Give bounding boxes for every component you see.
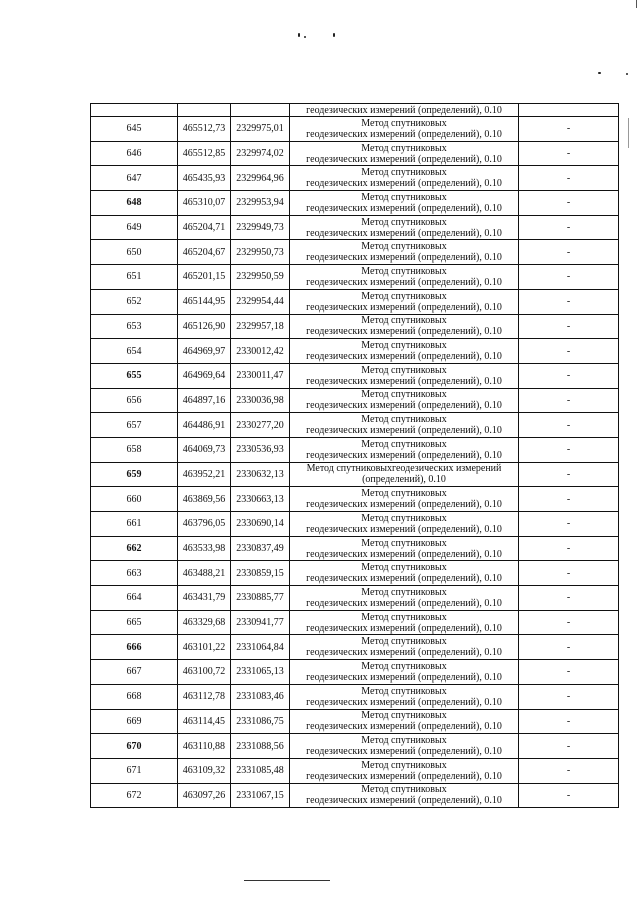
method-cell	[290, 240, 519, 265]
method-cell: геодезических измерений (определений), 0.10	[290, 104, 519, 117]
x-coordinate-cell: 463431,79	[178, 586, 231, 611]
method-line-1: Метод спутниковых	[361, 290, 447, 302]
x-coordinate-cell: 463100,72	[178, 660, 231, 685]
scan-speck	[598, 72, 601, 74]
method-line-2: геодезических измерений (определений), 0.10	[306, 523, 502, 535]
method-line-1: Метод спутниковых	[361, 340, 447, 352]
table-row	[91, 339, 619, 364]
point-number-cell: 648	[91, 191, 178, 216]
method-cell	[290, 586, 519, 611]
scan-edge	[628, 118, 629, 148]
scan-speck	[333, 33, 335, 37]
x-coordinate-cell: 463109,32	[178, 758, 231, 783]
point-number-cell: 670	[91, 734, 178, 759]
method-cell	[290, 487, 519, 512]
x-coordinate-cell: 464969,64	[178, 363, 231, 388]
error-cell: -	[519, 339, 619, 364]
method-line-2: геодезических измерений (определений), 0.10	[306, 499, 502, 511]
method-line-1: Метод спутниковых	[361, 735, 447, 747]
y-coordinate-cell: 2330536,93	[231, 437, 290, 462]
y-coordinate-cell: 2330277,20	[231, 413, 290, 438]
method-line-2: геодезических измерений (определений), 0.10	[306, 326, 502, 338]
x-coordinate-cell: 463796,05	[178, 512, 231, 537]
method-line-2: геодезических измерений (определений), 0.10	[306, 252, 502, 264]
point-number-cell: 654	[91, 339, 178, 364]
method-line-1: Метод спутниковых	[361, 389, 447, 401]
table-row	[91, 536, 619, 561]
method-line-1: Метод спутниковых	[361, 167, 447, 179]
x-coordinate-cell: 464897,16	[178, 388, 231, 413]
y-coordinate-cell: 2331067,15	[231, 783, 290, 808]
method-line-1: Метод спутниковых	[361, 241, 447, 253]
y-coordinate-cell: 2330011,47	[231, 363, 290, 388]
method-line-1: Метод спутниковых	[361, 759, 447, 771]
point-number-cell	[91, 104, 178, 117]
method-cell	[290, 289, 519, 314]
table-row	[91, 487, 619, 512]
method-line-2: геодезических измерений (определений), 0.10	[306, 153, 502, 165]
error-cell: -	[519, 758, 619, 783]
table-row	[91, 117, 619, 142]
x-coordinate-cell: 464486,91	[178, 413, 231, 438]
method-cell	[290, 413, 519, 438]
y-coordinate-cell: 2329953,94	[231, 191, 290, 216]
y-coordinate-cell: 2330885,77	[231, 586, 290, 611]
y-coordinate-cell: 2329954,44	[231, 289, 290, 314]
x-coordinate-cell: 465512,85	[178, 141, 231, 166]
y-coordinate-cell: 2330036,98	[231, 388, 290, 413]
method-line-2: геодезических измерений (определений), 0.10	[306, 795, 502, 807]
y-coordinate-cell: 2329957,18	[231, 314, 290, 339]
error-cell: -	[519, 512, 619, 537]
y-coordinate-cell: 2329964,96	[231, 166, 290, 191]
table-row	[91, 141, 619, 166]
error-cell: -	[519, 536, 619, 561]
method-cell	[290, 561, 519, 586]
method-cell	[290, 734, 519, 759]
error-cell: -	[519, 783, 619, 808]
y-coordinate-cell: 2330632,13	[231, 462, 290, 487]
method-cell	[290, 215, 519, 240]
method-line-2: геодезических измерений (определений), 0.10	[306, 746, 502, 758]
method-line-2: геодезических измерений (определений), 0.10	[306, 227, 502, 239]
error-cell: -	[519, 709, 619, 734]
point-number-cell: 672	[91, 783, 178, 808]
error-cell: -	[519, 561, 619, 586]
method-line-2: геодезических измерений (определений), 0.10	[306, 449, 502, 461]
method-line-2: геодезических измерений (определений), 0.10	[306, 400, 502, 412]
x-coordinate-cell: 463329,68	[178, 610, 231, 635]
error-cell: -	[519, 265, 619, 290]
point-number-cell: 653	[91, 314, 178, 339]
point-number-cell: 661	[91, 512, 178, 537]
y-coordinate-cell: 2330859,15	[231, 561, 290, 586]
x-coordinate-cell: 464969,97	[178, 339, 231, 364]
error-cell: -	[519, 586, 619, 611]
error-cell: -	[519, 734, 619, 759]
method-line-2: геодезических измерений (определений), 0.10	[306, 671, 502, 683]
method-line-2: геодезических измерений (определений), 0.10	[306, 548, 502, 560]
method-line-1: Метод спутниковых	[361, 660, 447, 672]
y-coordinate-cell: 2329950,73	[231, 240, 290, 265]
scan-edge	[636, 0, 637, 8]
method-cell	[290, 191, 519, 216]
method-cell	[290, 709, 519, 734]
table-row	[91, 561, 619, 586]
error-cell: -	[519, 684, 619, 709]
x-coordinate-cell	[178, 104, 231, 117]
method-cell	[290, 314, 519, 339]
method-line-1: Метод спутниковых	[361, 537, 447, 549]
method-line-1: Метод спутниковых	[361, 117, 447, 129]
table-row-continuation	[91, 104, 619, 117]
method-line-1: Метод спутниковых	[361, 438, 447, 450]
table-row	[91, 215, 619, 240]
error-cell: -	[519, 215, 619, 240]
x-coordinate-cell: 463869,56	[178, 487, 231, 512]
method-line-1: Метод спутниковых	[361, 512, 447, 524]
error-cell: -	[519, 660, 619, 685]
error-cell: -	[519, 413, 619, 438]
method-line-1: Метод спутниковых	[361, 685, 447, 697]
y-coordinate-cell: 2331065,13	[231, 660, 290, 685]
method-line-2: геодезических измерений (определений), 0.10	[306, 375, 502, 387]
table-row	[91, 363, 619, 388]
method-line-2: геодезических измерений (определений), 0.10	[306, 770, 502, 782]
method-line-1: Метод спутниковых	[361, 488, 447, 500]
footer-rule	[244, 880, 330, 881]
method-cell	[290, 783, 519, 808]
method-cell	[290, 117, 519, 142]
method-line-2: геодезических измерений (определений), 0.10	[306, 696, 502, 708]
point-number-cell: 663	[91, 561, 178, 586]
x-coordinate-cell: 465126,90	[178, 314, 231, 339]
table-row	[91, 709, 619, 734]
y-coordinate-cell: 2330837,49	[231, 536, 290, 561]
method-line-1: Метод спутниковых	[361, 142, 447, 154]
table-row	[91, 462, 619, 487]
method-line-2: геодезических измерений (определений), 0.10	[306, 573, 502, 585]
point-number-cell: 658	[91, 437, 178, 462]
x-coordinate-cell: 465144,95	[178, 289, 231, 314]
y-coordinate-cell: 2330941,77	[231, 610, 290, 635]
point-number-cell: 651	[91, 265, 178, 290]
method-line-2: геодезических измерений (определений), 0.10	[306, 351, 502, 363]
error-cell: -	[519, 166, 619, 191]
error-cell: -	[519, 462, 619, 487]
point-number-cell: 652	[91, 289, 178, 314]
x-coordinate-cell: 463112,78	[178, 684, 231, 709]
method-cell	[290, 512, 519, 537]
point-number-cell: 668	[91, 684, 178, 709]
method-line-1: Метод спутниковых	[361, 191, 447, 203]
error-cell: -	[519, 240, 619, 265]
error-cell: -	[519, 141, 619, 166]
scan-speck	[304, 36, 306, 38]
error-cell: -	[519, 289, 619, 314]
point-number-cell: 659	[91, 462, 178, 487]
point-number-cell: 665	[91, 610, 178, 635]
x-coordinate-cell: 465204,71	[178, 215, 231, 240]
x-coordinate-cell: 463097,26	[178, 783, 231, 808]
table-row	[91, 684, 619, 709]
table-row	[91, 783, 619, 808]
method-line-2: геодезических измерений (определений), 0.10	[306, 647, 502, 659]
x-coordinate-cell: 464069,73	[178, 437, 231, 462]
error-cell: -	[519, 635, 619, 660]
error-cell: -	[519, 314, 619, 339]
x-coordinate-cell: 465512,73	[178, 117, 231, 142]
method-line-1: Метод спутниковых	[361, 636, 447, 648]
method-line-2: геодезических измерений (определений), 0.10	[306, 128, 502, 140]
y-coordinate-cell: 2331083,46	[231, 684, 290, 709]
method-line-2: (определений), 0.10	[362, 474, 446, 486]
table-row	[91, 289, 619, 314]
table-row	[91, 166, 619, 191]
x-coordinate-cell: 463533,98	[178, 536, 231, 561]
y-coordinate-cell: 2329975,01	[231, 117, 290, 142]
point-number-cell: 664	[91, 586, 178, 611]
table-row	[91, 314, 619, 339]
method-cell	[290, 536, 519, 561]
method-cell	[290, 758, 519, 783]
method-line-2: геодезических измерений (определений), 0.10	[306, 622, 502, 634]
y-coordinate-cell: 2329950,59	[231, 265, 290, 290]
y-coordinate-cell: 2331088,56	[231, 734, 290, 759]
method-line-2: геодезических измерений (определений), 0.10	[306, 178, 502, 190]
method-line-1: Метод спутниковых	[361, 611, 447, 623]
method-line-1: Метод спутниковых	[361, 414, 447, 426]
y-coordinate-cell: 2331085,48	[231, 758, 290, 783]
method-line-1: Метод спутниковыхгеодезических измерений	[306, 463, 502, 475]
point-number-cell: 649	[91, 215, 178, 240]
method-line-1: Метод спутниковых	[361, 784, 447, 796]
x-coordinate-cell: 463952,21	[178, 462, 231, 487]
point-number-cell: 660	[91, 487, 178, 512]
method-line-2: геодезических измерений (определений), 0.10	[306, 425, 502, 437]
y-coordinate-cell: 2329949,73	[231, 215, 290, 240]
table-row	[91, 413, 619, 438]
method-cell	[290, 635, 519, 660]
point-number-cell: 666	[91, 635, 178, 660]
y-coordinate-cell: 2329974,02	[231, 141, 290, 166]
point-number-cell: 667	[91, 660, 178, 685]
y-coordinate-cell: 2330690,14	[231, 512, 290, 537]
x-coordinate-cell: 465201,15	[178, 265, 231, 290]
error-cell: -	[519, 610, 619, 635]
method-cell	[290, 339, 519, 364]
error-cell: -	[519, 363, 619, 388]
method-line-2: геодезических измерений (определений), 0.10	[306, 597, 502, 609]
table-row	[91, 635, 619, 660]
method-cell	[290, 437, 519, 462]
method-cell	[290, 141, 519, 166]
table-row	[91, 586, 619, 611]
error-cell	[519, 104, 619, 117]
point-number-cell: 669	[91, 709, 178, 734]
y-coordinate-cell: 2330012,42	[231, 339, 290, 364]
table-row	[91, 437, 619, 462]
point-number-cell: 647	[91, 166, 178, 191]
point-number-cell: 662	[91, 536, 178, 561]
x-coordinate-cell: 463110,88	[178, 734, 231, 759]
point-number-cell: 671	[91, 758, 178, 783]
table-row	[91, 610, 619, 635]
x-coordinate-cell: 465310,07	[178, 191, 231, 216]
x-coordinate-cell: 463114,45	[178, 709, 231, 734]
method-cell	[290, 388, 519, 413]
error-cell: -	[519, 191, 619, 216]
error-cell: -	[519, 487, 619, 512]
table-row	[91, 660, 619, 685]
method-cell	[290, 265, 519, 290]
coordinates-table	[90, 103, 619, 808]
y-coordinate-cell: 2331086,75	[231, 709, 290, 734]
x-coordinate-cell: 463488,21	[178, 561, 231, 586]
x-coordinate-cell: 463101,22	[178, 635, 231, 660]
x-coordinate-cell: 465204,67	[178, 240, 231, 265]
table-row	[91, 734, 619, 759]
method-line-1: Метод спутниковых	[361, 562, 447, 574]
table-row	[91, 191, 619, 216]
method-cell	[290, 166, 519, 191]
method-line-2: геодезических измерений (определений), 0.10	[306, 202, 502, 214]
table-row	[91, 388, 619, 413]
method-line-2: геодезических измерений (определений), 0.10	[306, 276, 502, 288]
table-row	[91, 512, 619, 537]
error-cell: -	[519, 437, 619, 462]
method-cell	[290, 660, 519, 685]
method-line-1: Метод спутниковых	[361, 216, 447, 228]
table-row	[91, 265, 619, 290]
method-line-1: Метод спутниковых	[361, 265, 447, 277]
point-number-cell: 645	[91, 117, 178, 142]
method-line-2: геодезических измерений (определений), 0.10	[306, 721, 502, 733]
method-cell	[290, 462, 519, 487]
x-coordinate-cell: 465435,93	[178, 166, 231, 191]
scan-speck	[626, 73, 628, 75]
y-coordinate-cell: 2330663,13	[231, 487, 290, 512]
point-number-cell: 650	[91, 240, 178, 265]
method-cell	[290, 363, 519, 388]
point-number-cell: 657	[91, 413, 178, 438]
y-coordinate-cell: 2331064,84	[231, 635, 290, 660]
error-cell: -	[519, 388, 619, 413]
method-cell	[290, 610, 519, 635]
method-line-1: Метод спутниковых	[361, 710, 447, 722]
method-line-2: геодезических измерений (определений), 0.10	[306, 301, 502, 313]
point-number-cell: 656	[91, 388, 178, 413]
scan-speck	[298, 33, 300, 37]
method-line-1: Метод спутниковых	[361, 586, 447, 598]
table-row	[91, 758, 619, 783]
method-cell	[290, 684, 519, 709]
point-number-cell: 655	[91, 363, 178, 388]
table-row	[91, 240, 619, 265]
y-coordinate-cell	[231, 104, 290, 117]
point-number-cell: 646	[91, 141, 178, 166]
method-line-1: Метод спутниковых	[361, 315, 447, 327]
method-line-1: Метод спутниковых	[361, 364, 447, 376]
error-cell: -	[519, 117, 619, 142]
